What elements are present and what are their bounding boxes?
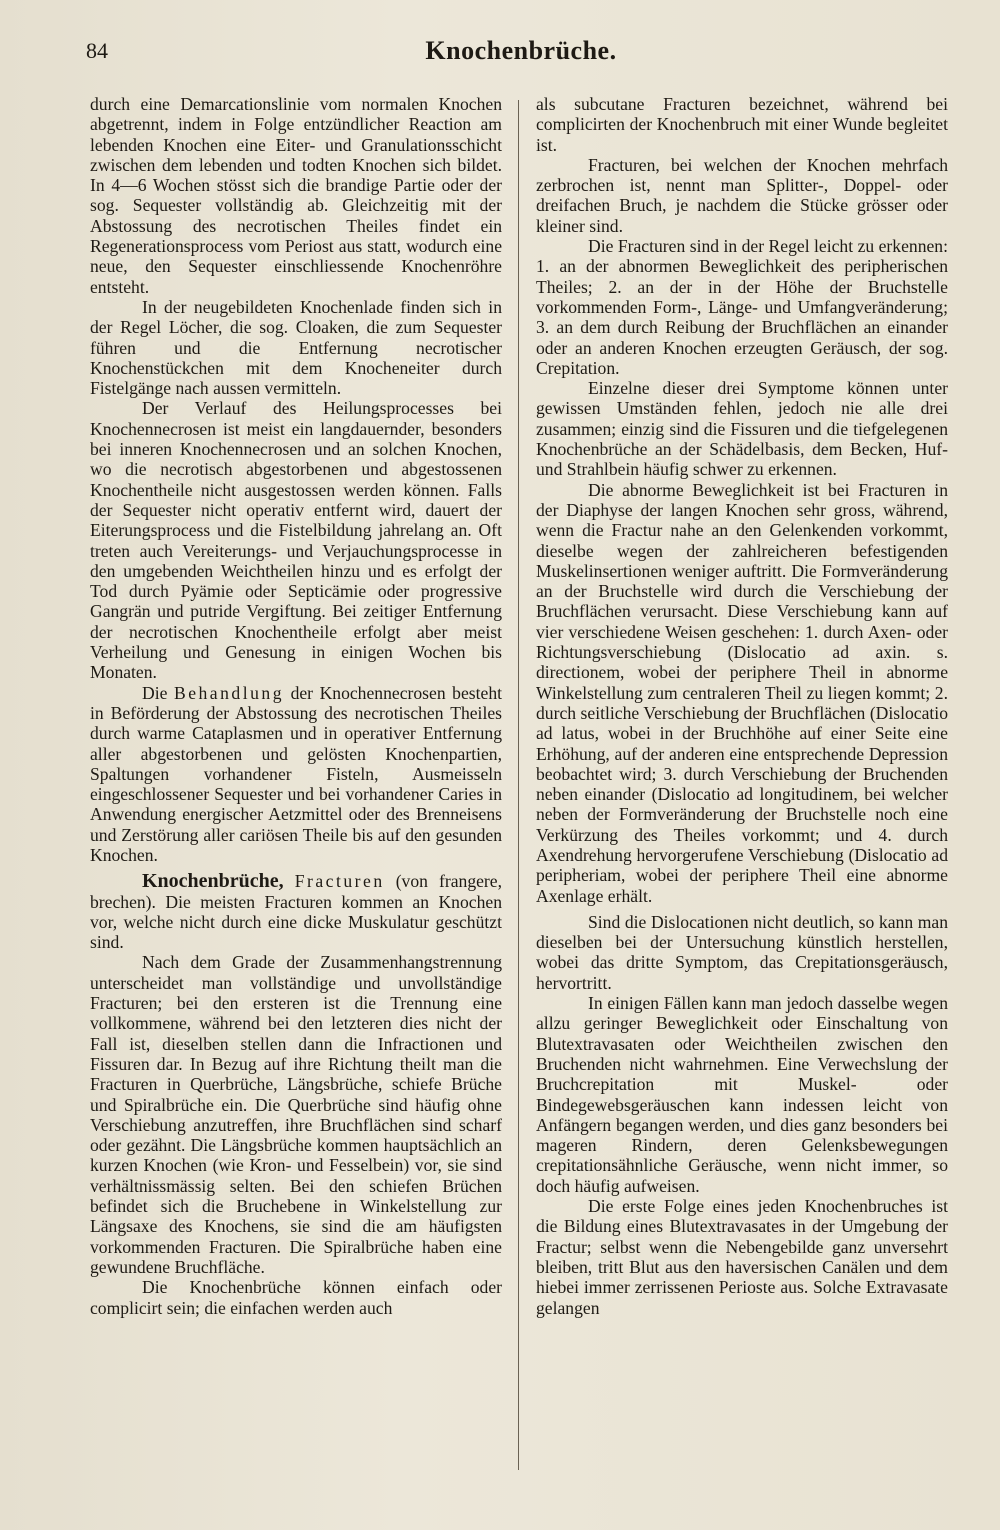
paragraph: Der Verlauf des Heilungsprocesses bei Knochennecrosen ist meist ein langdauernder, besonders bei inneren Knochennecrosen und an solchen Knochen, wo die necrotisch abgestorbenen und abgestossenen Knochentheile nicht ausgestossen werden können. Falls der Sequester nicht operativ entfernt wird, dauert der Eiterungsprocess und die Fistelbildung jahrelang an. Oft treten auch Vereiterungs- und Verjauchungsprocesse in den umgebenden Weichtheilen hinzu und es erfolgt der Tod durch Pyämie oder Septicämie oder progressive Gangrän und putride Vergiftung. Bei zeitiger Entfernung der necrotischen Knochentheile erfolgt aber meist Verheilung und Genesung in einigen Wochen bis Monaten. [90,398,502,683]
running-title: Knochenbrüche. [425,36,617,65]
paragraph: Die erste Folge eines jeden Knochenbruches ist die Bildung eines Blutextravasates in der Umgebung der Fractur; selbst wenn die Nebengebilde ganz unversehrt bleiben, tritt Blut aus den haversischen Canälen und dem hiebei immer zerrissenen Perioste aus. Solche Extravasate gelangen [536,1196,948,1318]
paragraph: Sind die Dislocationen nicht deutlich, so kann man dieselben bei der Untersuchung künstlich herstellen, wobei das dritte Symptom, das Crepitationsgeräusch, hervortritt. [536,911,948,993]
paragraph [90,683,502,866]
paragraph: Nach dem Grade der Zusammenhangstrennung unterscheidet man vollständige und unvollständige Fracturen; bei den ersteren ist die Trennung eine vollkommene, während bei den letzteren dies nicht der Fall ist, dieselben stellen dann die Infractionen und Fissuren dar. In Bezug auf ihre Richtung theilt man die Fracturen in Querbrüche, Längsbrüche, schiefe Brüche und Spiralbrüche ein. Die Querbrüche sind häufig ohne Verschiebung anzutreffen, ihre Bruchflächen sind scharf oder gezähnt. Die Längsbrüche kommen hauptsächlich an kurzen Knochen (wie Kron- und Fesselbein) vor, sie sind verhältnissmässig selten. Bei den schiefen Brüchen befindet sich die Bruchebene in Winkelstellung zur Längsaxe des Knochens, sie sind die am häufigsten vorkommenden Fracturen. Die Spiralbrüche haben eine gewundene Bruchfläche. [90,952,502,1277]
paragraph: Fracturen, bei welchen der Knochen mehrfach zerbrochen ist, nennt man Splitter-, Doppel- oder dreifachen Bruch, je nachdem die Stücke grösser oder kleiner sind. [536,154,948,236]
paragraph-lead: Die [142,682,168,703]
paragraph: In der neugebildeten Knochenlade finden sich in der Regel Löcher, die sog. Cloaken, die zum Sequester führen und die Entfernung necrotischer Knochenstückchen mit dem Knocheneiter durch Fistelgänge nach aussen vermitteln. [90,296,502,399]
paragraph: Die Knochenbrüche können einfach oder complicirt sein; die einfachen werden auch [90,1277,502,1318]
entry-paragraph [90,871,502,952]
paragraph-text: (von frangere, brechen). Die meisten Fracturen kommen an Knochen vor, welche nicht durch eine dicke Muskulatur geschützt sind. [90,871,502,953]
page-number: 84 [86,38,108,63]
paragraph: durch eine Demarcationslinie vom normalen Knochen abgetrennt, indem in Folge entzündlicher Reaction am lebenden Knochen eine Eiter- und Granulationsschicht zwischen dem lebenden und todten Knochen sich bildet. In 4—6 Wochen stösst sich die brandige Partie oder der sog. Sequester vollständig ab. Gleichzeitig mit der Abstossung des necrotischen Theiles findet ein Regenerationsprocess vom Periost aus statt, wodurch eine neue, den Sequester einschliessende Knochenröhre entsteht. [90,94,502,297]
spaced-term: Behandlung [173,682,284,703]
column-divider [518,100,519,1470]
paragraph: Die abnorme Beweglichkeit ist bei Fracturen in der Diaphyse der langen Knochen sehr gross, während, wenn die Fractur nahe an den Gelenkenden vorkommt, dieselbe wegen der zahlreicheren befestigenden Muskelinsertionen weniger auftritt. Die Formveränderung an der Bruchstelle wird durch die Verschiebung der Bruchflächen verursacht. Diese Verschiebung kann auf vier verschiedene Weisen geschehen: 1. durch Axen- oder Richtungsverschiebung (Dislocatio ad axin. s. directionem, wobei der periphere Theil in abnorme Winkelstellung zum centraleren Theil zu liegen kommt; 2. durch seitliche Verschiebung der Bruchflächen (Dislocatio ad latus, wobei in der Bruchhöhe auf einer Seite eine Erhöhung, auf der anderen eine entsprechende Depression beobachtet wird; 3. durch Verschiebung der Bruchenden neben einander (Dislocatio ad longitudinem, bei welcher neben der Formveränderung der Bruchstelle noch eine Verkürzung des Theiles vorkommt; und 4. durch Axendrehung hervorgerufene Verschiebung (Dislocatio ad peripheriam, wobei der periphere Theil eine abnorme Axenlage erhält. [536,479,948,906]
left-column [90,94,502,1318]
page-header [86,34,956,78]
right-column [536,94,948,1318]
paragraph: Die Fracturen sind in der Regel leicht zu erkennen: 1. an der abnormen Beweglichkeit des peripherischen Theiles; 2. an der in der Höhe der Bruchstelle vorkommenden Form-, Länge- und Umfangveränderung; 3. an dem durch Reibung der Bruchflächen an einander oder an anderen Knochen erzeugten Geräusch, der sog. Crepitation. [536,236,948,378]
paragraph: als subcutane Fracturen bezeichnet, während bei complicirten der Knochenbruch mit einer Wunde begleitet ist. [536,94,948,155]
paragraph: Einzelne dieser drei Symptome können unter gewissen Umständen fehlen, jedoch nie alle drei zusammen; einzig sind die Fissuren und die tiefgelegenen Knochenbrüche an der Schädelbasis, dem Becken, Huf- und Strahlbein häufig schwer zu erkennen. [536,378,948,480]
paragraph: In einigen Fällen kann man jedoch dasselbe wegen allzu geringer Beweglichkeit oder Einschaltung von Blutextravasaten oder Weichtheilen zwischen den Bruchenden nicht wahrnehmen. Eine Verwechslung der Bruchcrepitation mit Muskel- oder Bindegewebsgeräuschen kann indessen leicht von Anfängern begangen werden, und dies ganz besonders bei mageren Rindern, deren Gelenksbewegungen crepitationsähnliche Geräusche, wenn nicht immer, so doch häufig aufweisen. [536,993,948,1196]
paragraph-text: der Knochennecrosen besteht in Beförderung der Abstossung des necrotischen Theiles durch warme Cataplasmen und in operativer Entfernung aller abgestorbenen und gelösten Knochenpartien, Spaltungen vorhandener Fisteln, Ausmeisseln eingeschlossener Sequester und bei vorhandener Caries in Anwendung energischer Aetzmittel oder des Brenneisens und Zerstörung aller cariösen Theile bis auf den gesunden Knochen. [90,682,502,865]
spaced-term: Fracturen [294,871,385,892]
entry-heading: Knochenbrüche, [142,870,284,893]
